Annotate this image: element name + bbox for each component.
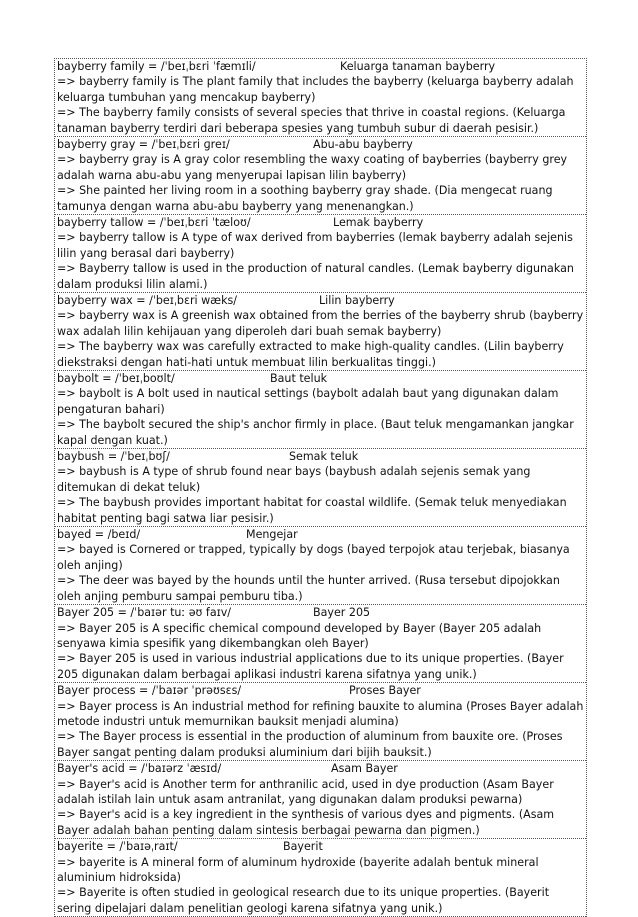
entry-header (57, 293, 584, 308)
term-translation: Baut teluk (270, 372, 328, 386)
term-translation: Abu-abu bayberry (313, 138, 413, 152)
term-translation: Lemak bayberry (333, 216, 424, 230)
example-sentence: => The Bayer process is essential in the production of aluminum from bauxite ore. (Proses Bayer sangat penting dalam produksi aluminium dari bijih bauksit.) (57, 730, 563, 759)
example-sentence: => Bayer 205 is used in various industrial applications due to its unique properties. (Bayer 205 digunakan dalam berbagai aplikasi industri karena sifatnya yang unik.) (57, 652, 564, 681)
vocabulary-sheet (54, 58, 587, 917)
example-sentence: => The deer was bayed by the hounds until the hunter arrived. (Rusa tersebut dipojokkan oleh anjing pemburu sampai pemburu tiba.) (57, 574, 560, 603)
definition-text: => bayerite is A mineral form of aluminum hydroxide (bayerite adalah bentuk mineral aluminium hidroksida) (57, 855, 539, 884)
example-sentence: => The bayberry family consists of several species that thrive in coastal regions. (Keluarga tanaman bayberry terdiri dari beberapa spesies yang tumbuh subur di daerah pesisir.) (57, 106, 566, 135)
term-pronunciation: bayberry family = /ˈbeɪˌbɛri ˈfæmɪli/ (57, 60, 256, 73)
example-sentence: => Bayer's acid is a key ingredient in the synthesis of various dyes and pigments. (Asam Bayer adalah bahan penting dalam sintesis berbagai pewarna dan pigmen.) (57, 808, 555, 837)
term-pronunciation: bayed = /beɪd/ (57, 528, 141, 542)
example-sentence: => She painted her living room in a soothing bayberry gray shade. (Dia mengecat ruang tamunya dengan warna abu-abu bayberry yang menenangkan.) (57, 184, 553, 213)
term-pronunciation: Bayer 205 = /ˈbaɪər tuː əʊ faɪv/ (57, 606, 232, 620)
entry-header (57, 527, 584, 542)
entry-header (57, 839, 584, 854)
definition-text: => bayberry family is The plant family that includes the bayberry (keluarga bayberry adalah keluarga tumbuhan yang mencakup bayberry) (57, 75, 574, 104)
term-translation: Keluarga tanaman bayberry (340, 60, 496, 73)
vocab-entry (55, 683, 586, 761)
definition-text: => bayberry gray is A gray color resembling the waxy coating of bayberries (bayberry grey adalah warna abu-abu yang menyerupai lapisan lilin bayberry) (57, 153, 568, 182)
entry-header (57, 449, 584, 464)
example-sentence: => Bayberry tallow is used in the production of natural candles. (Lemak bayberry digunakan dalam produksi lilin alami.) (57, 262, 574, 291)
term-translation: Bayer 205 (313, 606, 371, 620)
definition-text: => Bayer's acid is Another term for anthranilic acid, used in dye production (Asam Bayer adalah istilah lain untuk asam antranilat, yang digunakan dalam produksi pewarna) (57, 777, 554, 806)
definition-text: => Bayer process is An industrial method for refining bauxite to alumina (Proses Bayer adalah metode industri untuk memurnikan bauksit menjadi alumina) (57, 699, 584, 728)
term-translation: Asam Bayer (331, 762, 398, 776)
vocab-entry (55, 371, 586, 449)
example-sentence: => The bayberry wax was carefully extracted to make high-quality candles. (Lilin bayberry diekstraksi dengan hati-hati untuk membuat lilin berkualitas tinggi.) (57, 340, 564, 369)
term-translation: Proses Bayer (349, 684, 421, 698)
entry-header (57, 605, 584, 620)
term-pronunciation: Bayer's acid = /ˈbaɪərz ˈæsɪd/ (57, 762, 222, 776)
term-translation: Bayerit (283, 840, 323, 854)
definition-text: => bayberry tallow is A type of wax derived from bayberries (lemak bayberry adalah sejenis lilin yang berasal dari bayberry) (57, 231, 573, 260)
vocab-entry (55, 59, 586, 137)
vocab-entry (55, 839, 586, 917)
definition-text: => bayed is Cornered or trapped, typically by dogs (bayed terpojok atau terjebak, biasanya oleh anjing) (57, 543, 570, 572)
term-pronunciation: bayerite = /ˈbaɪəˌraɪt/ (57, 840, 178, 854)
entry-header (57, 59, 584, 74)
entry-header (57, 215, 584, 230)
definition-text: => baybush is A type of shrub found near bays (baybush adalah sejenis semak yang ditemukan di dekat teluk) (57, 465, 531, 494)
term-pronunciation: bayberry gray = /ˈbeɪˌbɛri ɡreɪ/ (57, 138, 230, 152)
term-translation: Mengejar (246, 528, 298, 542)
term-pronunciation: Bayer process = /ˈbaɪər ˈprəʊsɛs/ (57, 684, 242, 698)
entry-header (57, 761, 584, 776)
term-pronunciation: baybush = /ˈbeɪˌbʊʃ/ (57, 450, 170, 464)
entry-header (57, 137, 584, 152)
vocab-entry (55, 293, 586, 371)
vocab-entry (55, 215, 586, 293)
term-translation: Semak teluk (289, 450, 359, 464)
example-sentence: => The baybush provides important habitat for coastal wildlife. (Semak teluk menyediakan habitat penting bagi satwa liar pesisir.) (57, 496, 567, 525)
vocab-entry (55, 137, 586, 215)
entry-header (57, 371, 584, 386)
example-sentence: => Bayerite is often studied in geological research due to its unique properties. (Bayerit sering dipelajari dalam penelitian geologi karena sifatnya yang unik.) (57, 886, 550, 915)
vocab-entry (55, 527, 586, 605)
term-pronunciation: baybolt = /ˈbeɪˌboʊlt/ (57, 372, 175, 386)
definition-text: => Bayer 205 is A specific chemical compound developed by Bayer (Bayer 205 adalah senyawa kimia spesifik yang dikembangkan oleh Bayer) (57, 621, 542, 650)
term-pronunciation: bayberry wax = /ˈbeɪˌbɛri wæks/ (57, 294, 238, 308)
term-pronunciation: bayberry tallow = /ˈbeɪˌbɛri ˈtæloʊ/ (57, 216, 251, 230)
example-sentence: => The baybolt secured the ship's anchor firmly in place. (Baut teluk mengamankan jangkar kapal dengan kuat.) (57, 418, 574, 447)
vocab-entry (55, 605, 586, 683)
definition-text: => baybolt is A bolt used in nautical settings (baybolt adalah baut yang digunakan dalam pengaturan bahari) (57, 387, 559, 416)
vocab-entry (55, 761, 586, 839)
vocab-entry (55, 449, 586, 527)
term-translation: Lilin bayberry (319, 294, 395, 308)
definition-text: => bayberry wax is A greenish wax obtained from the berries of the bayberry shrub (bayberry wax adalah lilin kehijauan yang diperoleh dari buah semak bayberry) (57, 309, 584, 338)
entry-header (57, 683, 584, 698)
